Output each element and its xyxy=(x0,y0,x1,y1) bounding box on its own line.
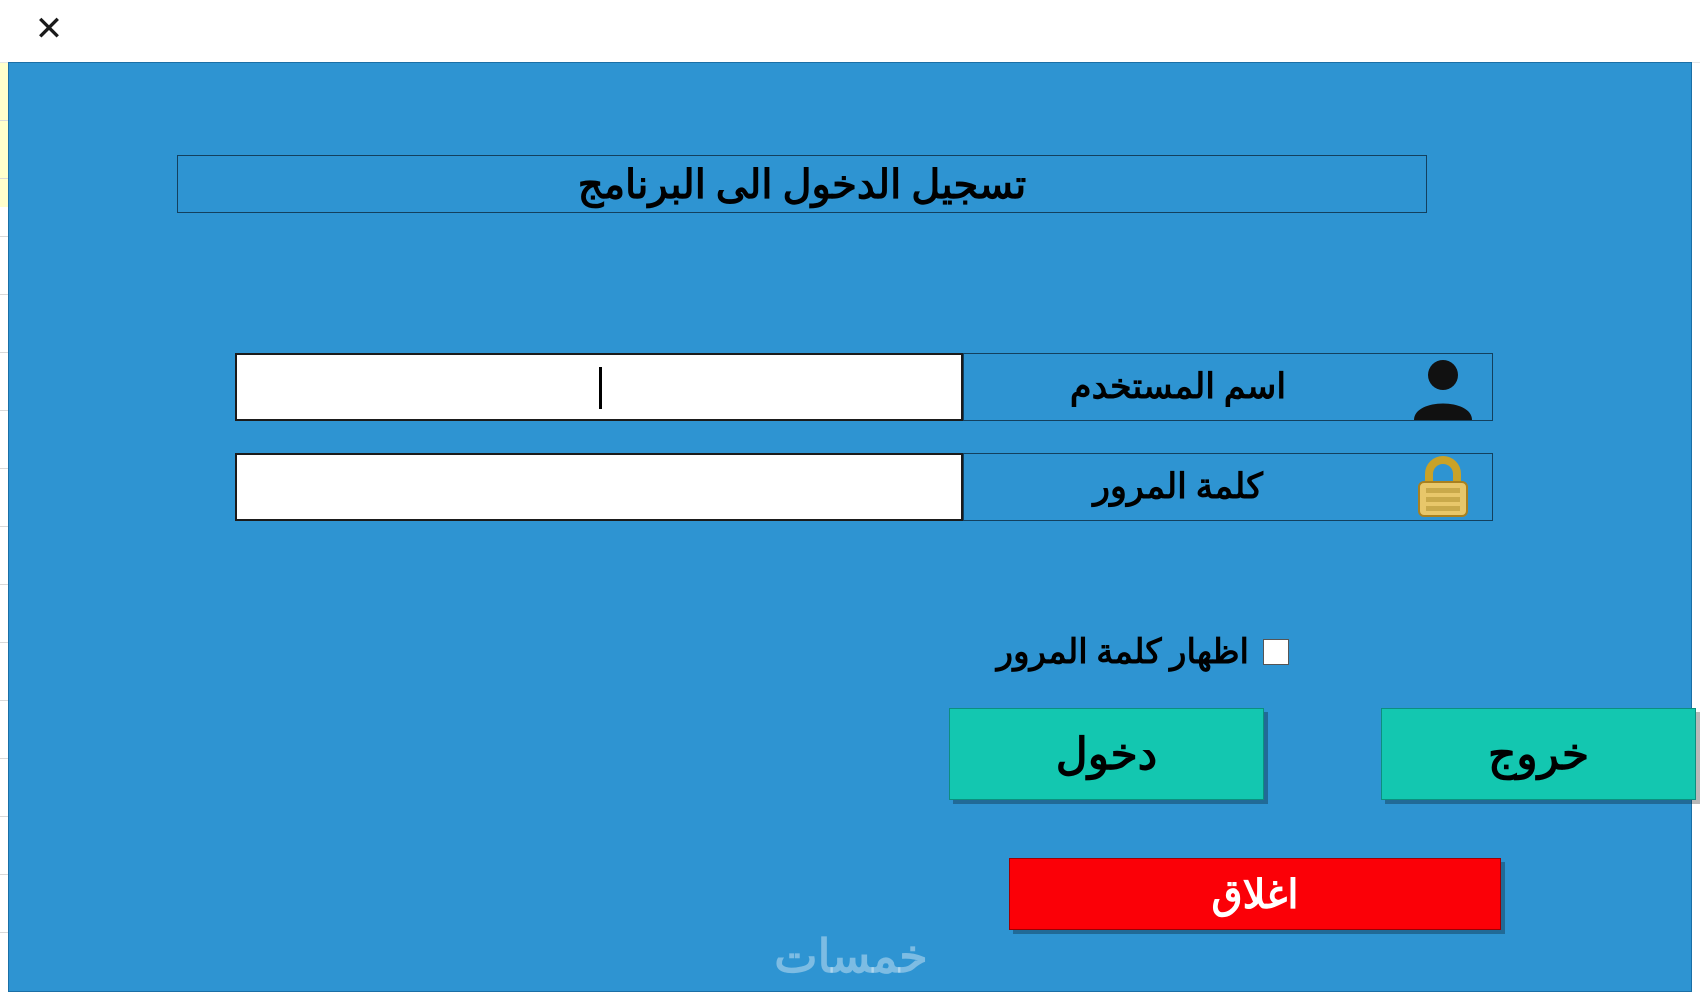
dialog-header xyxy=(177,155,1427,213)
login-dialog xyxy=(8,62,1692,992)
exit-button[interactable]: خروج xyxy=(1381,708,1696,800)
page-title: تسجيل الدخول الى البرنامج xyxy=(577,161,1027,207)
password-label-box xyxy=(963,453,1493,521)
show-password-label: اظهار كلمة المرور xyxy=(996,634,1249,671)
close-icon[interactable]: ✕ xyxy=(34,10,64,48)
window-titlebar xyxy=(0,0,1700,63)
close-button[interactable]: اغلاق xyxy=(1009,858,1501,930)
password-input-wrapper[interactable] xyxy=(235,453,963,521)
text-caret xyxy=(599,367,602,409)
user-avatar-icon xyxy=(1402,354,1484,420)
password-input[interactable] xyxy=(237,455,961,519)
username-input-wrapper[interactable] xyxy=(235,353,963,421)
username-label: اسم المستخدم xyxy=(1069,367,1287,406)
show-password-row xyxy=(629,628,1289,676)
show-password-checkbox[interactable] xyxy=(1263,639,1289,665)
password-label: كلمة المرور xyxy=(1093,467,1263,506)
username-row xyxy=(223,353,1493,421)
login-button[interactable]: دخول xyxy=(949,708,1264,800)
username-label-box xyxy=(963,353,1493,421)
watermark: خمسات xyxy=(774,931,928,982)
password-row xyxy=(223,453,1493,521)
padlock-icon xyxy=(1402,454,1484,520)
